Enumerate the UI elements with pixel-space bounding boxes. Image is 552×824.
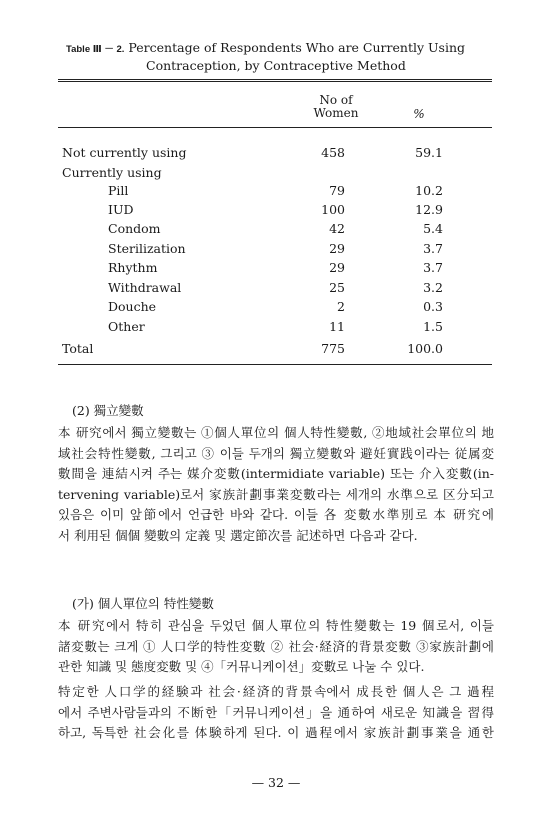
text-line: 諸変數는 크게 ① 人口学的特性変數 ② 社会·経済的背景変數 ③家族計劃에 — [58, 638, 494, 654]
table-row — [58, 164, 492, 182]
text-line: 數間을 連結시켜 주는 媒介変數(intermidiate variable) 또는 介入変數(in- — [58, 466, 494, 481]
text-line: 本 研究에서 獨立變數는 ①個人單位의 個人特性變數, ②地域社会單位의 地 — [58, 425, 494, 440]
table-row — [58, 298, 492, 316]
row-percent: 5.4 — [423, 221, 443, 236]
row-label: IUD — [108, 202, 134, 217]
row-label: Douche — [108, 299, 157, 314]
row-label: Sterilization — [108, 241, 186, 256]
table-label: Table Ⅲ － 2. — [66, 44, 125, 55]
text-line: 域社会特性變數, 그리고 ③ 이들 두개의 獨立變數와 避妊實践이라는 従属変 — [58, 445, 494, 461]
row-count: 11 — [329, 319, 345, 334]
table-row — [58, 279, 492, 297]
row-percent: 100.0 — [407, 341, 443, 356]
table-top-rule-double — [58, 81, 492, 82]
row-percent: 3.2 — [423, 280, 443, 295]
table-row — [58, 144, 492, 162]
table-bottom-rule — [58, 364, 492, 365]
row-percent: 0.3 — [423, 299, 443, 314]
row-percent: 3.7 — [423, 260, 443, 275]
row-percent: 3.7 — [423, 241, 443, 256]
row-label: Rhythm — [108, 260, 158, 275]
row-percent: 59.1 — [415, 145, 443, 160]
paragraph — [58, 423, 494, 546]
header-no-of-women: No of Women — [313, 93, 359, 120]
table-row — [58, 240, 492, 258]
text-line: tervening variable)로서 家族計劃事業変數라는 세개의 水準으로 区分되고 — [58, 486, 494, 502]
text-line: 서 利用된 個個 變數의 定義 및 選定節次를 記述하면 다음과 같다. — [58, 527, 418, 543]
row-label: Total — [62, 341, 94, 356]
text-line: 관한 知識 및 態度変數 및 ④「커뮤니케이션」変數로 나눌 수 있다. — [58, 659, 425, 674]
table-title-line1: Percentage of Respondents Who are Currently Using — [128, 40, 465, 55]
row-label: Withdrawal — [108, 280, 182, 295]
page-number: — 32 — — [251, 775, 301, 790]
table-row — [58, 259, 492, 277]
row-count: 775 — [321, 341, 345, 356]
text-line: 에서 주변사람들과의 不断한「커뮤니케이션」을 通하여 새로운 知識을 習得 — [58, 704, 494, 720]
row-count: 42 — [329, 221, 345, 236]
table-row — [58, 318, 492, 336]
paragraph — [58, 616, 494, 678]
table-title-line2: Contraception, by Contraceptive Method — [146, 58, 406, 73]
section-heading: (가) 個人單位의 特性變數 — [72, 596, 214, 611]
text-line: 特定한 人口学的経験과 社会·経済的背景속에서 成長한 個人은 그 過程 — [58, 684, 494, 699]
text-line: 本 研究에서 特히 관심을 두었던 個人單位의 特性變數는 19 個로서, 이들 — [58, 618, 494, 633]
row-label: Condom — [108, 221, 161, 236]
text-line: 하고, 독특한 社会化를 体験하게 된다. 이 過程에서 家族計劃事業을 通한 — [58, 725, 494, 740]
row-count: 29 — [329, 241, 345, 256]
row-percent: 10.2 — [415, 183, 443, 198]
table-row — [58, 201, 492, 219]
row-count: 458 — [321, 145, 345, 160]
row-count: 100 — [321, 202, 345, 217]
table-row — [58, 220, 492, 238]
table-caption — [66, 40, 506, 74]
row-count: 79 — [329, 183, 345, 198]
text-line: 있음은 이미 앞節에서 언급한 바와 같다. 이들 各 変數水準別로 本 研究에 — [58, 507, 494, 522]
section-heading: (2) 獨立變數 — [72, 403, 144, 418]
header-percent: % — [413, 107, 425, 121]
row-percent: 12.9 — [415, 202, 443, 217]
paragraph — [58, 682, 494, 744]
row-count: 2 — [337, 299, 345, 314]
row-label: Pill — [108, 183, 129, 198]
row-label: Not currently using — [62, 145, 187, 160]
row-count: 25 — [329, 280, 345, 295]
table-row — [58, 182, 492, 200]
row-percent: 1.5 — [423, 319, 443, 334]
row-count: 29 — [329, 260, 345, 275]
row-label: Other — [108, 319, 145, 334]
row-label: Currently using — [62, 165, 162, 180]
table-row-total — [58, 340, 492, 358]
table-top-rule — [58, 79, 492, 80]
table-header-rule — [58, 127, 492, 128]
